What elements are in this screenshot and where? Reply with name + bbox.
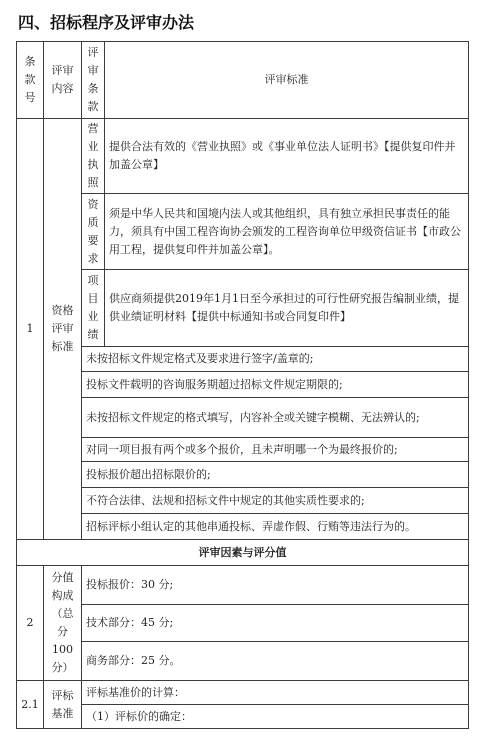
rule-3: 对同一项目报有两个或多个报价，且未声明哪一个为最终报价的; [82,438,469,462]
rule-6: 招标评标小组认定的其他串通投标、弄虚作假、行贿等违法行为的。 [82,514,469,540]
section-title: 四、招标程序及评审办法 [18,13,195,32]
table-row [17,194,469,270]
table-row [17,398,469,438]
table-row [17,705,469,729]
row1-standard-1: 须是中华人民共和国境内法人或其他组织，具有独立承担民事责任的能力，须具有中国工程咨询协会颁发的工程咨询单位甲级资信证书【市政公用工程，提供复印件并加盖公章】。 [105,194,469,270]
rule-1: 投标文件载明的咨询服务期超过招标文件规定期限的; [82,372,469,398]
row1-standard-2: 供应商须提供2019年1月1日至今承担过的可行性研究报告编制业绩，提供业绩证明材料【提供中标通知书或合同复印件】 [105,270,469,347]
table-row [17,270,469,347]
table-row [17,681,469,705]
row3-item-1: （1）评标价的确定： [82,705,469,729]
header-standard: 评审标准 [105,42,469,119]
rule-0: 未按招标文件规定格式及要求进行签字/盖章的; [82,347,469,372]
row2-item-2: 商务部分：25 分。 [82,642,469,681]
table-row [17,514,469,540]
table-header-row [17,42,469,119]
row1-item-0: 营业执照 [82,119,105,194]
row1-item-2: 项目业绩 [82,270,105,347]
factors-title-row [17,540,469,566]
row2-clause-no: 2 [17,566,44,681]
table-row [17,462,469,488]
row1-content: 资格评审标准 [44,119,82,540]
row1-clause-no: 1 [17,119,44,540]
row3-item-0: 评标基准价的计算： [82,681,469,705]
table-row [17,566,469,605]
evaluation-table [16,41,469,729]
table-row [17,488,469,514]
header-item: 评审条款 [82,42,105,119]
row1-item-1: 资质要求 [82,194,105,270]
table-row [17,438,469,462]
table-row [17,347,469,372]
table-row [17,119,469,194]
row2-content: 分值构成（总分100分） [44,566,82,681]
row3-content: 评标基准 [44,681,82,729]
row3-clause-no: 2.1 [17,681,44,729]
factors-title: 评审因素与评分值 [17,540,469,566]
rule-4: 投标报价超出招标限价的; [82,462,469,488]
rule-2: 未按招标文件规定的格式填写，内容补全或关键字模糊、无法辨认的; [82,398,469,438]
row2-item-0: 投标报价：30 分; [82,566,469,605]
header-content: 评审内容 [44,42,82,119]
row1-standard-0: 提供合法有效的《营业执照》或《事业单位法人证明书》【提供复印件并加盖公章】 [105,119,469,194]
row2-item-1: 技术部分：45 分; [82,605,469,642]
table-row [17,605,469,642]
rule-5: 不符合法律、法规和招标文件中规定的其他实质性要求的; [82,488,469,514]
table-row [17,642,469,681]
header-clause-no: 条款号 [17,42,44,119]
table-row [17,372,469,398]
